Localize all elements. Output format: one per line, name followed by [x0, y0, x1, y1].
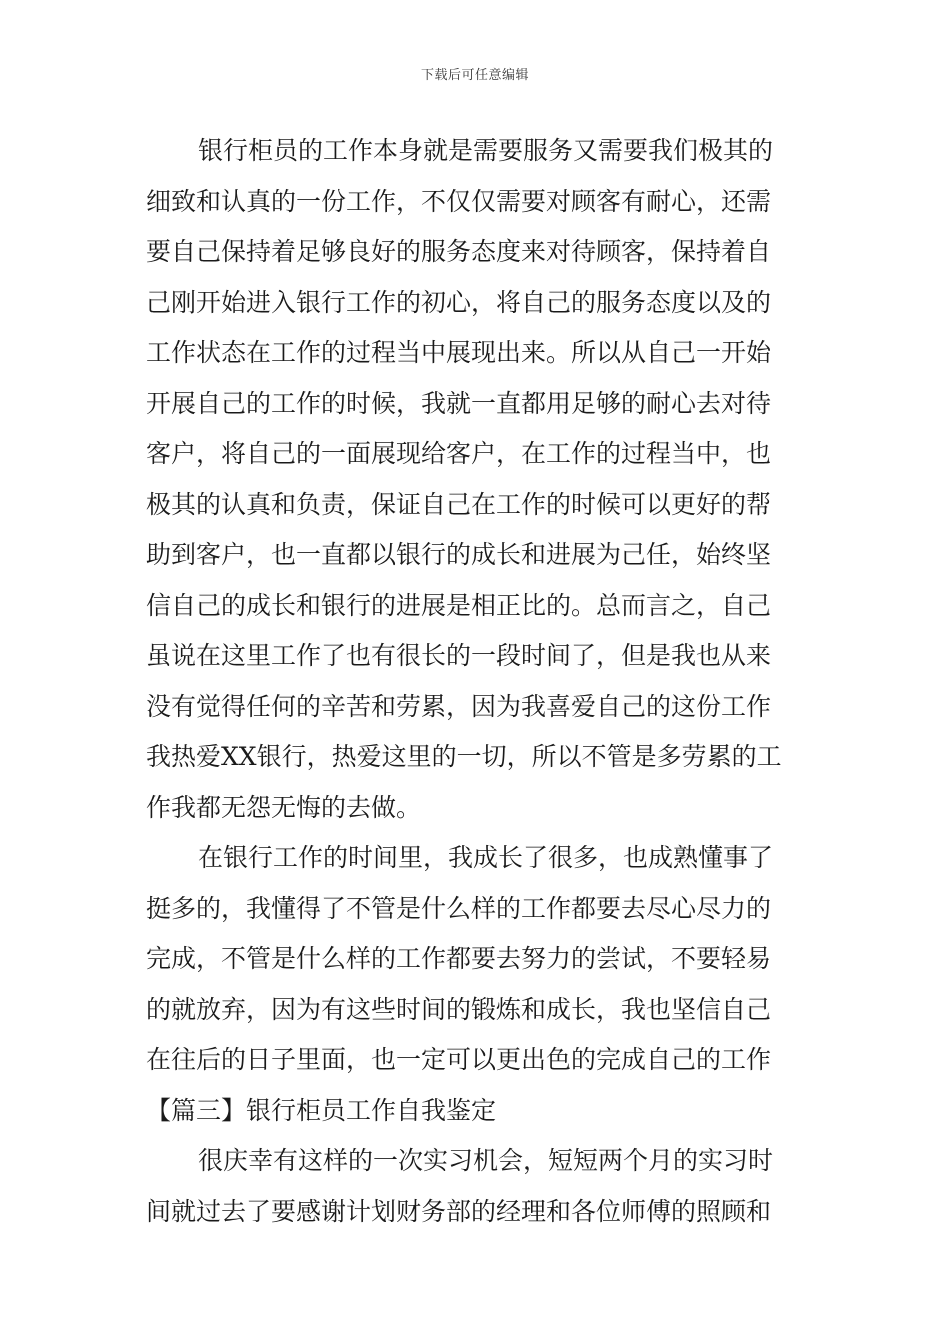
- text-line: 细致和认真的一份工作，不仅仅需要对顾客有耐心，还需: [146, 186, 772, 216]
- section-heading: 【篇三】银行柜员工作自我鉴定: [146, 1095, 497, 1125]
- text-line: 我热爱XX银行，热爱这里的一切，所以不管是多劳累的工: [146, 742, 782, 771]
- text-line: 作我都无怨无悔的去做。: [146, 792, 422, 822]
- text-line: 完成，不管是什么样的工作都要去努力的尝试，不要轻易: [146, 944, 772, 973]
- document-body: [146, 126, 806, 1237]
- text-line: 挺多的，我懂得了不管是什么样的工作都要去尽心尽力的: [146, 893, 772, 923]
- text-line: 极其的认真和负责，保证自己在工作的时候可以更好的帮: [146, 489, 772, 519]
- text-line: 没有觉得任何的辛苦和劳累，因为我喜爱自己的这份工作: [146, 691, 772, 721]
- text-line: 在银行工作的时间里，我成长了很多，也成熟懂事了: [198, 843, 774, 872]
- text-line: 在往后的日子里面，也一定可以更出色的完成自己的工作: [146, 1045, 772, 1074]
- text-line: 开展自己的工作的时候，我就一直都用足够的耐心去对待: [146, 388, 772, 418]
- text-line: 己刚开始进入银行工作的初心，将自己的服务态度以及的: [146, 287, 772, 317]
- text-line: 银行柜员的工作本身就是需要服务又需要我们极其的: [198, 136, 774, 165]
- text-line: 的就放弃，因为有这些时间的锻炼和成长，我也坚信自己: [146, 994, 772, 1024]
- text-line: 工作状态在工作的过程当中展现出来。所以从自己一开始: [146, 338, 772, 367]
- text-line: 间就过去了要感谢计划财务部的经理和各位师傅的照顾和: [146, 1196, 772, 1226]
- text-line: 很庆幸有这样的一次实习机会，短短两个月的实习时: [198, 1146, 774, 1175]
- text-line: 虽说在这里工作了也有很长的一段时间了，但是我也从来: [146, 641, 772, 670]
- text-line: 要自己保持着足够良好的服务态度来对待顾客，保持着自: [146, 237, 772, 266]
- text-line: 助到客户，也一直都以银行的成长和进展为己任，始终坚: [146, 540, 772, 569]
- text-line: 信自己的成长和银行的进展是相正比的。总而言之，自己: [146, 590, 772, 620]
- page-header: 下载后可任意编辑: [420, 68, 529, 83]
- text-line: 客户，将自己的一面展现给客户，在工作的过程当中，也: [146, 439, 772, 468]
